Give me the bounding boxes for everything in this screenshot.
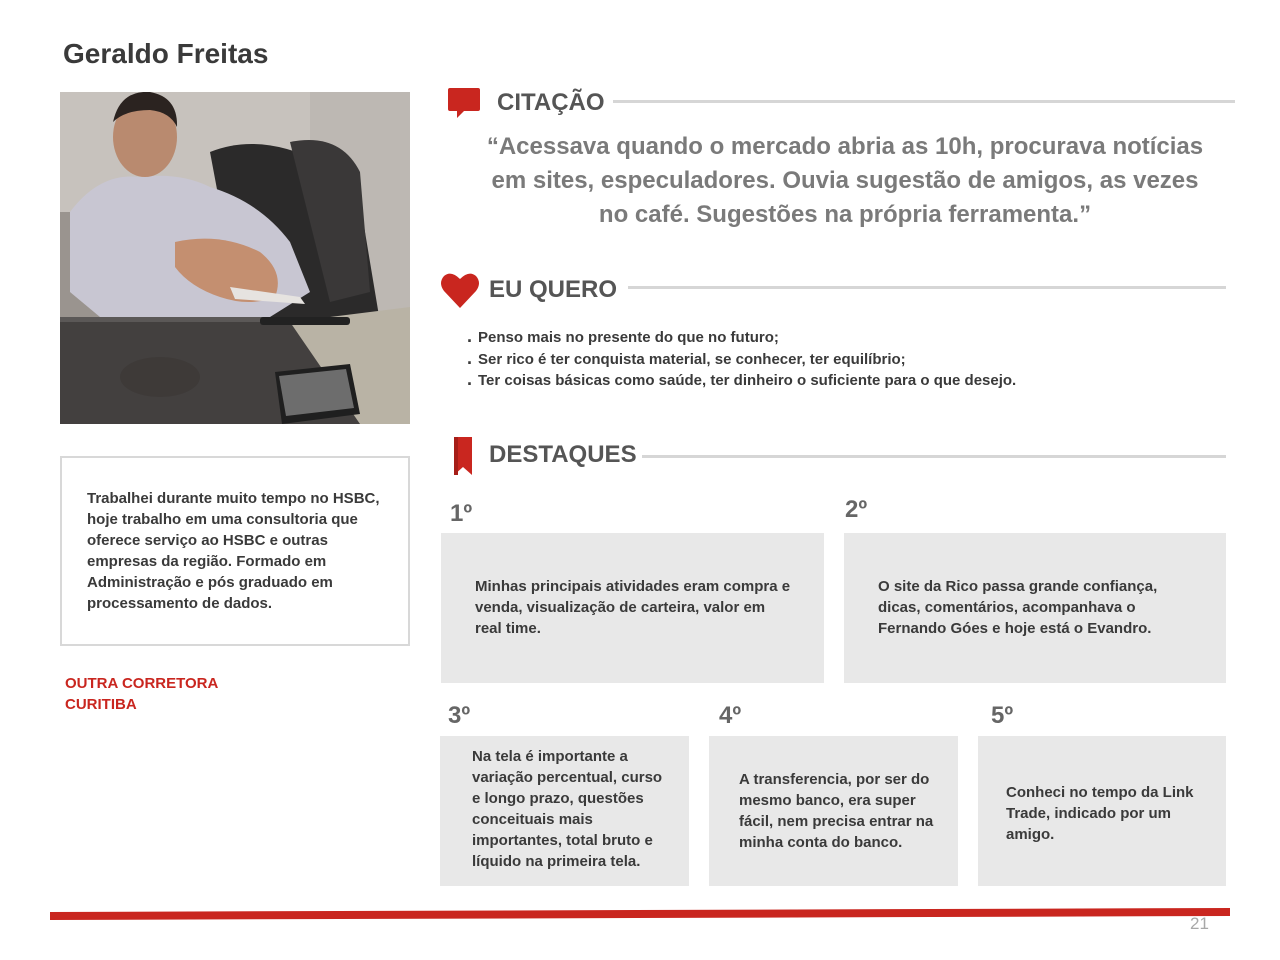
citacao-quote xyxy=(480,130,1210,232)
footer-bar xyxy=(50,907,1230,919)
highlight-card xyxy=(441,533,824,683)
highlight-text: Na tela é importante a variação percentual, curso e longo prazo, questões conceituais mais importantes, total bruto e líquido na primeira tela. xyxy=(472,748,663,870)
eu-quero-list xyxy=(467,326,1016,391)
highlight-card xyxy=(709,736,958,886)
rank-label: 4º xyxy=(719,702,742,729)
broker-tag: OUTRA CORRETORA xyxy=(65,675,219,692)
persona-photo-illustration xyxy=(60,92,410,424)
bio-box xyxy=(60,456,410,646)
quote-line: “Acessava quando o mercado abria as 10h, procurava notícias xyxy=(486,133,1204,160)
quote-line: no café. Sugestões na própria ferramenta.” xyxy=(598,201,1092,228)
highlight-card xyxy=(844,533,1226,683)
list-item: . Ser rico é ter conquista material, se conhecer, ter equilíbrio; xyxy=(467,347,906,368)
citacao-title: CITAÇÃO xyxy=(497,89,605,116)
rank-label: 2º xyxy=(845,496,868,523)
persona-photo xyxy=(60,92,410,424)
page-number: 21 xyxy=(1190,914,1209,933)
eu-quero-divider xyxy=(628,286,1226,289)
citacao-divider xyxy=(613,100,1235,103)
bio-text: Trabalhei durante muito tempo no HSBC, hoje trabalho em uma consultoria que oferece serviço ao HSBC e outras empresas da região. Formado em Administração e pós graduado em processamento de dados. xyxy=(87,490,380,612)
highlight-card xyxy=(440,736,689,886)
city-tag: CURITIBA xyxy=(65,696,137,713)
speech-bubble-icon xyxy=(447,87,481,126)
list-item: . Penso mais no presente do que no futuro; xyxy=(467,326,779,346)
eu-quero-title: EU QUERO xyxy=(489,276,618,303)
destaques-divider xyxy=(642,455,1226,458)
highlight-card xyxy=(978,736,1226,886)
rank-label: 3º xyxy=(448,702,471,729)
quote-line: em sites, especuladores. Ouvia sugestão de amigos, as vezes xyxy=(491,167,1199,194)
highlight-text: Minhas principais atividades eram compra e venda, visualização de carteira, valor em real time. xyxy=(475,578,791,637)
persona-name: Geraldo Freitas xyxy=(63,38,269,69)
heart-icon xyxy=(440,270,480,315)
highlight-text: O site da Rico passa grande confiança, dicas, comentários, acompanhava o Fernando Góes e hoje está o Evandro. xyxy=(878,578,1158,637)
rank-label: 1º xyxy=(450,500,473,527)
highlight-text: Conheci no tempo da Link Trade, indicado por um amigo. xyxy=(1006,784,1194,843)
list-item: . Ter coisas básicas como saúde, ter dinheiro o suficiente para o que desejo. xyxy=(467,369,1017,389)
bookmark-icon xyxy=(452,437,474,482)
rank-label: 5º xyxy=(991,702,1014,729)
highlight-text: A transferencia, por ser do mesmo banco, era super fácil, nem precisa entrar na minha conta do banco. xyxy=(739,771,934,851)
destaques-title: DESTAQUES xyxy=(489,441,637,468)
